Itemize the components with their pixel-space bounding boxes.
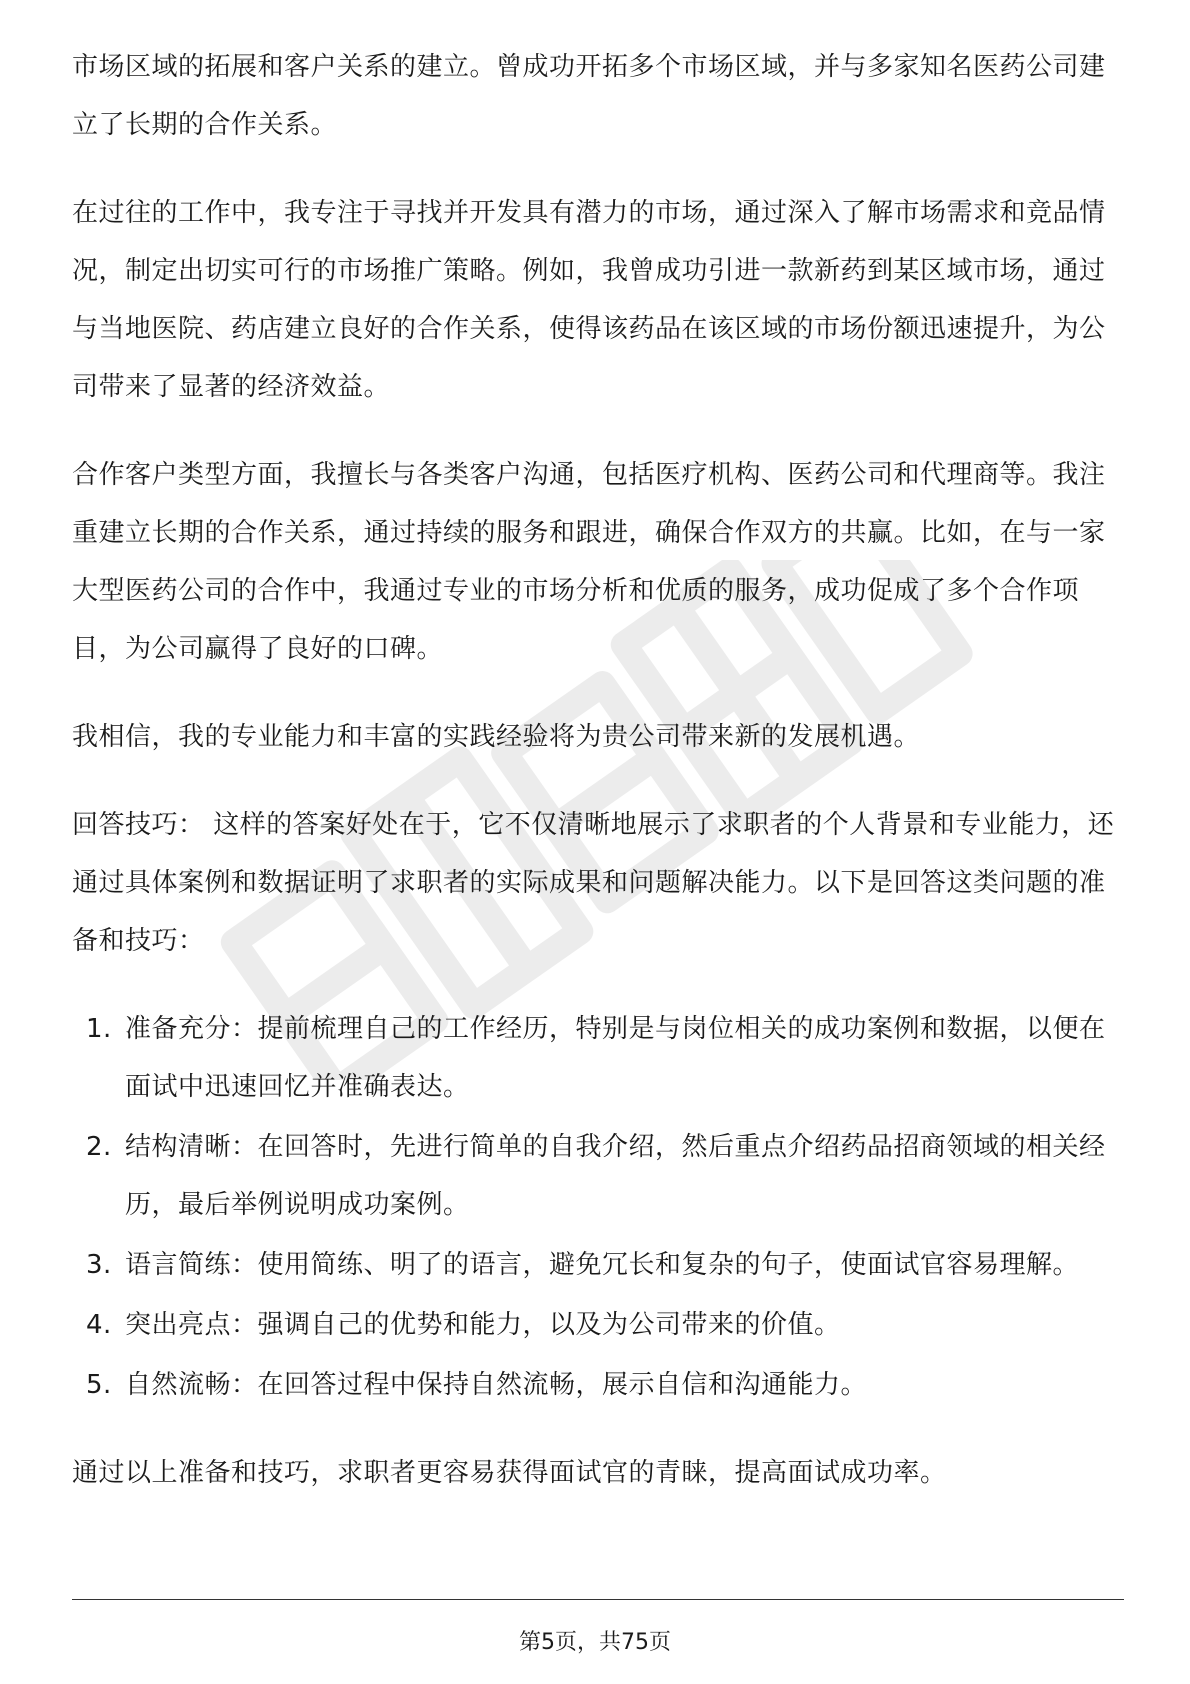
tips-list [72, 1000, 1122, 1414]
list-item-text: 语言简练：使用简练、明了的语言，避免冗长和复杂的句子，使面试官容易理解。 [125, 1250, 1080, 1280]
list-item-number: 5. [86, 1370, 112, 1400]
list-item-text: 突出亮点：强调自己的优势和能力，以及为公司带来的价值。 [125, 1310, 841, 1340]
list-item-number: 2. [86, 1132, 112, 1162]
document-body [72, 38, 1122, 1532]
footer-divider [72, 1599, 1124, 1600]
page-number: 第5页，共75页 [519, 1630, 671, 1655]
paragraph-belief: 我相信，我的专业能力和丰富的实践经验将为贵公司带来新的发展机遇。 [72, 722, 921, 752]
list-item-text: 自然流畅：在回答过程中保持自然流畅，展示自信和沟通能力。 [125, 1370, 868, 1400]
paragraph-client-types: 合作客户类型方面，我擅长与各类客户沟通，包括医疗机构、医药公司和代理商等。我注重建立长期的合作关系，通过持续的服务和跟进，确保合作双方的共赢。比如，在与一家大型医药公司的合作中，我通过专业的市场分析和优质的服务，成功促成了多个合作项目，为公司赢得了良好的口碑。 [72, 460, 1106, 664]
paragraph-past-work: 在过往的工作中，我专注于寻找并开发具有潜力的市场，通过深入了解市场需求和竞品情况，制定出切实可行的市场推广策略。例如，我曾成功引进一款新药到某区域市场，通过与当地医院、药店建立良好的合作关系，使得该药品在该区域的市场份额迅速提升，为公司带来了显著的经济效益。 [72, 198, 1106, 402]
list-item [72, 1296, 1122, 1354]
list-item [72, 1118, 1122, 1234]
paragraph-answer-tips: 回答技巧： 这样的答案好处在于，它不仅清晰地展示了求职者的个人背景和专业能力，还通过具体案例和数据证明了求职者的实际成果和问题解决能力。以下是回答这类问题的准备和技巧： [72, 810, 1115, 956]
list-item-number: 4. [86, 1310, 112, 1340]
list-item [72, 1236, 1122, 1294]
list-item-text: 准备充分：提前梳理自己的工作经历，特别是与岗位相关的成功案例和数据，以便在面试中迅速回忆并准确表达。 [125, 1014, 1106, 1102]
list-item-number: 3. [86, 1250, 112, 1280]
paragraph-closing: 通过以上准备和技巧，求职者更容易获得面试官的青睐，提高面试成功率。 [72, 1458, 947, 1488]
list-item-text: 结构清晰：在回答时，先进行简单的自我介绍，然后重点介绍药品招商领域的相关经历，最后举例说明成功案例。 [125, 1132, 1106, 1220]
list-item [72, 1000, 1122, 1116]
list-item-number: 1. [86, 1014, 112, 1044]
paragraph-market-expansion: 市场区域的拓展和客户关系的建立。曾成功开拓多个市场区域，并与多家知名医药公司建立了长期的合作关系。 [72, 52, 1106, 140]
list-item [72, 1356, 1122, 1414]
